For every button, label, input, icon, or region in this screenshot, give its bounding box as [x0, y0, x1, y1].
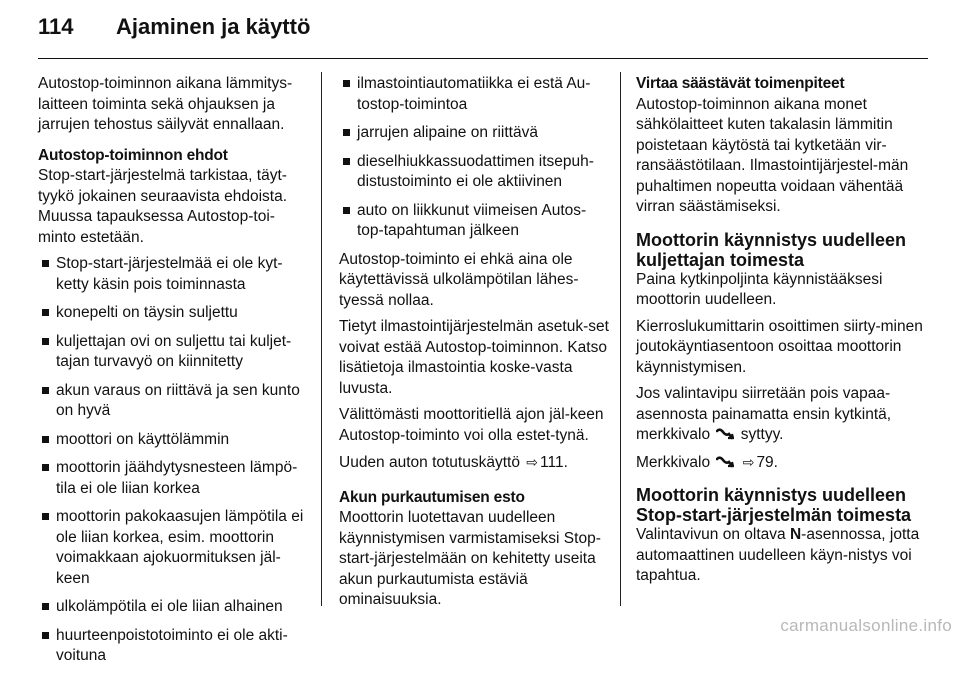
- bullet-icon: [42, 464, 49, 471]
- list-item: auto on liikkunut viimeisen Autos-top-tapahtuman jälkeen: [339, 201, 611, 242]
- list-item: moottori on käyttölämmin: [38, 430, 310, 451]
- list-item: jarrujen alipaine on riittävä: [339, 123, 611, 144]
- list-item: dieselhiukkassuodattimen itsepuh-distustoiminto ei ole aktiivinen: [339, 152, 611, 193]
- column-2: [339, 74, 611, 621]
- list-item: ulkolämpötila ei ole liian alhainen: [38, 597, 310, 618]
- header-rule: [38, 58, 928, 59]
- power-saving-paragraph: Autostop-toiminnon aikana monet sähkölaitteet kuten takalasin lämmitin poistetaan käytöstä tai kytketään vir-ransäästötilaan. Ilmastointijärjestel-män puhaltimen nopeutta voidaan vähentää virran säästämiseksi.: [636, 95, 909, 215]
- paragraph: Jos valintavipu siirretään pois vapaa-asennosta painamatta ensin kytkintä, merkkivalo syttyy.: [636, 385, 892, 443]
- list-item: akun varaus on riittävä ja sen kunto on hyvä: [38, 381, 310, 422]
- restart-system-paragraph: Valintavivun on oltava N-asennossa, jotta automaattinen uudelleen käyn-nistys voi tapahtua.: [636, 526, 920, 584]
- conditions-list: [38, 254, 310, 667]
- bullet-icon: [343, 158, 350, 165]
- paragraph: Välittömästi moottoritiellä ajon jäl-keen Autostop-toiminto voi olla estet-tynä.: [339, 406, 604, 444]
- list-item: moottorin jäähdytysnesteen lämpö-tila ei ole liian korkea: [38, 458, 310, 499]
- conditions-heading: Autostop-toiminnon ehdot: [38, 146, 228, 164]
- page-header: [38, 14, 928, 54]
- engine-indicator-icon: [716, 456, 734, 468]
- battery-heading: Akun purkautumisen esto: [339, 488, 525, 506]
- column-divider: [620, 72, 621, 606]
- bullet-icon: [42, 309, 49, 316]
- paragraph: Kierroslukumittarin osoittimen siirty-minen joutokäyntiasentoon osoittaa moottorin käynnistymisen.: [636, 317, 923, 376]
- list-item: konepelti on täysin suljettu: [38, 303, 310, 324]
- list-item: kuljettajan ovi on suljettu tai kuljet-tajan turvavyö on kiinnitetty: [38, 332, 310, 373]
- chapter-title: Ajaminen ja käyttö: [116, 14, 311, 39]
- paragraph: Autostop-toiminto ei ehkä aina ole käytettävissä ulkolämpötilan lähes-tyessä nollaa.: [339, 250, 579, 309]
- bullet-icon: [42, 603, 49, 610]
- bullet-icon: [42, 513, 49, 520]
- bullet-icon: [42, 260, 49, 267]
- bullet-icon: [42, 632, 49, 639]
- engine-indicator-icon: [716, 428, 734, 440]
- conditions-intro: Stop-start-järjestelmä tarkistaa, täyt-tyykö jokainen seuraavista ehdoista. Muussa tapauksessa Autostop-toi-minto estetään.: [38, 167, 288, 246]
- paragraph: Tietyt ilmastointijärjestelmän asetuk-set voivat estää Autostop-toiminnon. Katso lisätietoja ilmastointia koske-vasta luvusta.: [339, 318, 609, 397]
- list-item: huurteenpoistotoiminto ei ole akti-voituna: [38, 626, 310, 667]
- reference-arrow-icon: ⇨: [742, 453, 755, 470]
- power-saving-heading: Virtaa säästävät toimenpiteet: [636, 75, 845, 92]
- bullet-icon: [343, 129, 350, 136]
- page-number: 114: [38, 14, 74, 39]
- battery-paragraph: Moottorin luotettavan uudelleen käynnistymisen varmistamiseksi Stop-start-järjestelmään on kehitetty useita akun purkautumista estäviä ominaisuuksia.: [339, 509, 601, 608]
- reference-arrow-icon: ⇨: [526, 454, 539, 470]
- paragraph: Paina kytkinpoljinta käynnistääksesi moottorin uudelleen.: [636, 270, 883, 308]
- page-reference[interactable]: 79.: [756, 453, 778, 471]
- gear-position-letter: N: [789, 526, 802, 543]
- page-reference[interactable]: 111.: [540, 454, 568, 471]
- restart-system-heading: Moottorin käynnistys uudelleen Stop-start-järjestelmän toimesta: [636, 485, 912, 525]
- reference-paragraph: Uuden auton totutuskäyttö ⇨ 111.: [339, 454, 568, 471]
- column-3: [636, 74, 936, 597]
- column-divider: [321, 72, 322, 606]
- list-item: ilmastointiautomatiikka ei estä Au-tostop-toimintoa: [339, 74, 611, 115]
- restart-driver-heading: Moottorin käynnistys uudelleen kuljettajan toimesta: [636, 229, 907, 270]
- bullet-icon: [343, 207, 350, 214]
- list-item: moottorin pakokaasujen lämpötila ei ole liian korkea, esim. moottorin voimakkaan ajokuormituksen jäl-keen: [38, 507, 310, 589]
- bullet-icon: [343, 80, 350, 87]
- watermark: carmanualsonline.info: [780, 616, 952, 635]
- conditions-list-continued: [339, 74, 611, 242]
- intro-paragraph: Autostop-toiminnon aikana lämmitys-laitteen toiminta sekä ohjauksen ja jarrujen tehostus säilyvät ennallaan.: [38, 75, 293, 133]
- list-item: Stop-start-järjestelmää ei ole kyt-ketty käsin pois toiminnasta: [38, 254, 310, 295]
- bullet-icon: [42, 338, 49, 345]
- indicator-reference: Merkkivalo ⇨ 79.: [636, 453, 778, 471]
- column-1: [38, 74, 310, 675]
- bullet-icon: [42, 387, 49, 394]
- bullet-icon: [42, 436, 49, 443]
